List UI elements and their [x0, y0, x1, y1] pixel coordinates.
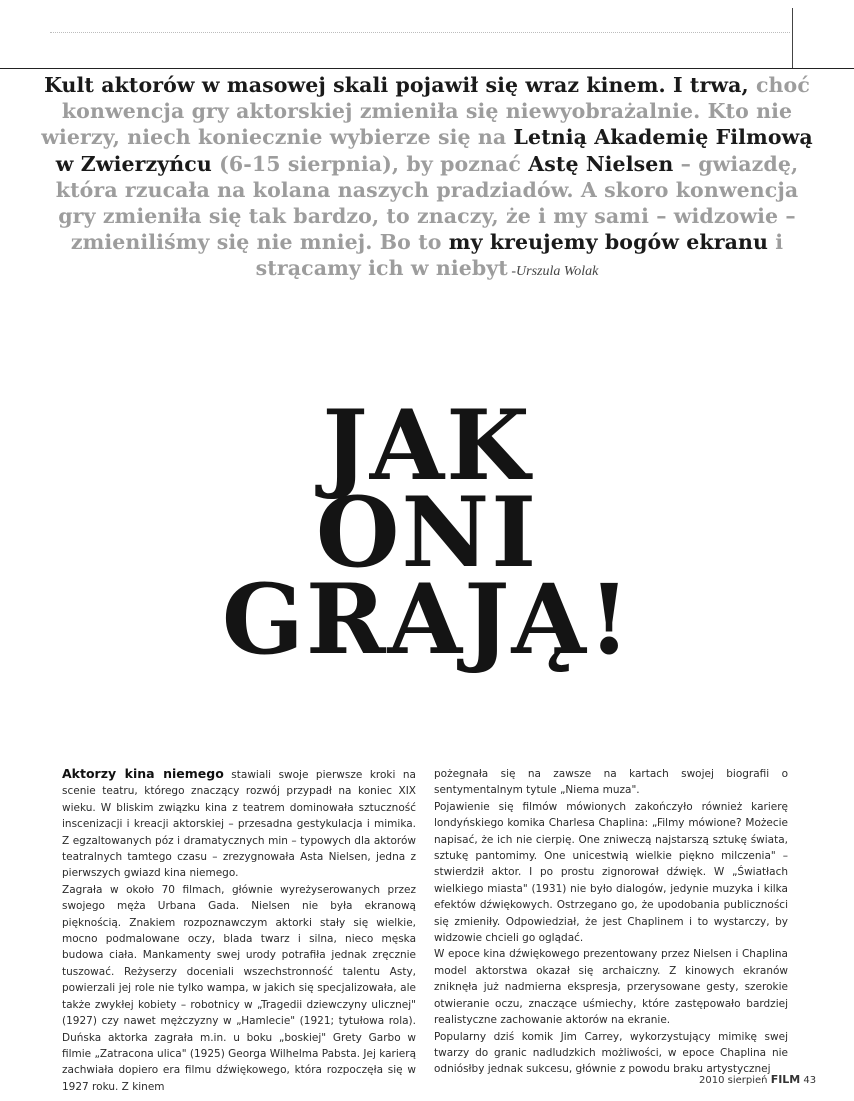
lead-segment-1: Kult aktorów w masowej skali pojawił się wraz kinem. I trwa,: [44, 73, 749, 97]
lead-segment-8: i strącamy ich w niebyt: [255, 230, 784, 281]
page-folio: [699, 1073, 816, 1086]
lead-segment-6: – gwiazdę, która rzucała na kolana naszych pradziadów. A skoro konwencja gry zmieniła się tak bardzo, to znaczy, że i my sami – widzowie – zmieniliśmy się nie mniej. Bo to: [55, 151, 799, 255]
body-column-left: [62, 766, 416, 1095]
headline-line-1: JAK: [322, 389, 532, 502]
body-paragraph-6: Popularny dziś komik Jim Carrey, wykorzystujący mimikę swej twarzy do granic nadludzkich możliwości, w epoce Chaplina nie odniósłby jednak sukcesu, głównie z powodu braku artystycznej: [434, 1030, 788, 1076]
folio-date: 2010 sierpień: [699, 1075, 771, 1086]
body-paragraph-5: W epoce kina dźwiękowego prezentowany przez Nielsen i Chaplina model aktorstwa okazał się archaiczny. Z kinowych ekranów zniknęła już nadmierna ekspresja, przerysowane gesty, szerokie otwieranie oczu, znaczące uśmiechy, które zastępowało bardziej realistyczne zachowanie aktorów na ekranie.: [434, 948, 788, 1027]
lead-segment-5: Astę Nielsen: [528, 151, 674, 176]
body-column-right: [434, 766, 788, 1078]
lead-segment-2: choć konwencja gry aktorskiej zmieniła się niewyobrażalnie. Kto nie wierzy, niech koniecznie wybierze się na: [41, 73, 810, 150]
corner-vertical-rule: [792, 8, 793, 68]
top-dotted-rule: [50, 32, 790, 33]
article-headline: [150, 389, 704, 676]
lead-paragraph: [40, 72, 814, 286]
folio-brand: FILM: [770, 1073, 801, 1086]
lead-segment-3: Letnią Akademię Filmową w Zwierzyńcu: [55, 125, 813, 176]
top-solid-rule: [0, 68, 854, 69]
body-paragraph-1: [62, 766, 416, 882]
body-lead-in: Aktorzy kina niemego: [62, 766, 224, 781]
folio-page-number: 43: [800, 1075, 817, 1086]
body-paragraph-3: pożegnała się na zawsze na kartach swojej biografii o sentymentalnym tytule „Niema muza".: [434, 768, 788, 797]
body-paragraph-2: Zagrała w około 70 filmach, głównie wyreżyserowanych przez swojego męża Urbana Gada. Nielsen nie była ekranową pięknością. Znakiem rozpoznawczym aktorki stały się wielkie, mocno podmalowane oczy, blada twarz i silna, nieco męska budowa ciała. Mankamenty swej urody potrafiła jednak zręcznie tuszować. Reżyserzy doceniali wszechstronność talentu Asty, powierzali jej role nie tylko wampa, w jakich się specjalizowała, ale także zwykłej kobiety – robotnicy w „Tragedii dziewczyny ulicznej" (1927) czy nawet mężczyzny w „Hamlecie" (1921; tytułowa rola). Duńska aktorka zagrała m.in. u boku „boskiej" Grety Garbo w filmie „Zatracona ulica" (1925) Georga Wilhelma Pabsta. Jej karierą zachwiała dopiero era filmu dźwiękowego, która rozpoczęła się w 1927 roku. Z kinem: [62, 883, 417, 1093]
headline-line-2: ONI: [315, 476, 539, 589]
body-paragraph-1-text: stawiali swoje pierwsze kroki na scenie teatru, którego znaczący rozwój przypadł na koniec XIX wieku. W bliskim związku kina z teatrem dominowała sztuczność inscenizacji i kreacji aktorskiej – przesadna gestykulacja i mimika. Z egzaltowanych póz i dramatycznych min – typowych dla aktorów teatralnych tamtego czasu – zrezygnowała Asta Nielsen, jedna z pierwszych gwiazd kina niemego.: [62, 769, 416, 880]
lead-segment-4: (6-15 sierpnia), by poznać: [211, 151, 529, 176]
author-byline: -Urszula Wolak: [507, 264, 599, 280]
lead-segment-7: my kreujemy bogów ekranu: [448, 230, 769, 255]
body-paragraph-4: Pojawienie się filmów mówionych zakończyło również karierę londyńskiego komika Charlesa Chaplina: „Filmy mówione? Możecie napisać, że ich nie cierpię. One zniweczą najstarszą sztukę świata, sztukę pantomimy. One unicestwią wielkie piękno milczenia" – stwierdził aktor. I po prostu zignorował dźwięk. W „Światłach wielkiego miasta" (1931) nie było dialogów, jedynie muzyka i kilka efektów dźwiękowych. Ostrzegano go, że upodobania publiczności się zmieniły. Odpowiedział, że jest Chaplinem i to wystarczy, by widzowie chcieli go oglądać.: [434, 800, 788, 945]
headline-line-3: GRAJĄ!: [221, 563, 633, 676]
